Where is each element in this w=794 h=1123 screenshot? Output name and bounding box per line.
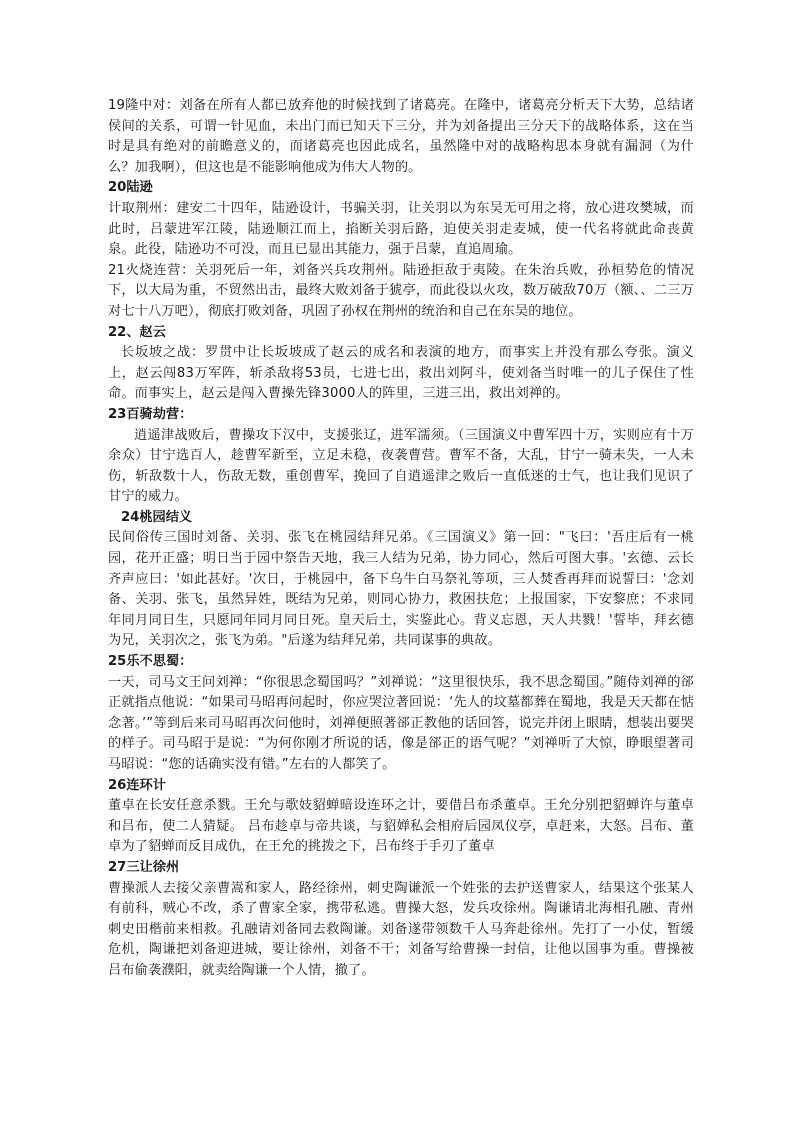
section-26-body: 董卓在长安任意杀戮。王允与歌妓貂蝉暗设连环之计，要借吕布杀董卓。王允分别把貂蝉许与董卓和吕布，使二人猜疑。 吕布趁卓与帝共谈，与貂婵私会相府后园凤仪亭，卓赶来，大怒。吕布、董卓为了貂蝉而反目成仇，在王允的挑拨之下，吕布终于手刃了董卓 xyxy=(108,798,694,855)
section-26-title: 26连环计 xyxy=(108,777,166,793)
section-24-title: 24桃园结义 xyxy=(121,509,193,525)
section-25-title: 25乐不思蜀： xyxy=(108,654,193,670)
section-20-title: 20陆逊 xyxy=(108,180,153,196)
document-page xyxy=(108,96,694,982)
section-24-body: 民间俗传三国时刘备、关羽、张飞在桃园结拜兄弟。《三国演义》第一回："飞曰：'吾庄后有一桃园，花开正盛；明日当于园中祭告天地，我三人结为兄弟，协力同心，然后可图大事。'玄德、云长齐声应曰：'如此甚好。'次日，于桃园中，备下乌牛白马祭礼等项，三人焚香再拜而说誓曰：'念刘备、关羽、张飞，虽然异姓，既结为兄弟，则同心协力，救困扶危；上报国家，下安黎庶；不求同年同月同日生，只愿同年同月同日死。皇天后土，实鉴此心。背义忘恩，天人共戮！'誓毕，拜玄德为兄，关羽次之，张飞为弟。"后遂为结拜兄弟，共同谋事的典故。 xyxy=(108,530,694,649)
section-25-body: 一天，司马文王问刘禅：“你很思念蜀国吗？”刘禅说：“这里很快乐，我不思念蜀国。”随侍刘禅的郤正就指点他说：“如果司马昭再问起时，你应哭泣著回说：‘先人的坟墓都葬在蜀地，我是天天都在惦念著。’”等到后来司马昭再次问他时，刘禅便照著郤正教他的话回答，说完并闭上眼睛，想装出要哭的样子。司马昭于是说：“为何你刚才所说的话，像是郤正的语气呢？”刘禅听了大惊，睁眼望著司马昭说：“您的话确实没有错。”左右的人都笑了。 xyxy=(108,674,694,772)
section-23-title: 23百骑劫营： xyxy=(108,406,193,422)
section-27-body: 曹操派人去接父亲曹嵩和家人，路经徐州，刺史陶谦派一个姓张的去护送曹家人，结果这个张某人有前科，贼心不改，杀了曹家全家，携带私逃。曹操大怒，发兵攻徐州。陶谦请北海相孔融、青州刺史田楷前来相救。孔融请刘备同去救陶谦。刘备遂带领数千人马奔赴徐州。先打了一小仗，暂缓危机，陶谦把刘备迎进城，要让徐州，刘备不干；刘备写给曹操一封信，让他以国事为重。曹操被吕布偷袭濮阳，就卖给陶谦一个人情，撤了。 xyxy=(108,880,694,978)
section-20-body: 计取荆州：建安二十四年，陆逊设计，书骗关羽，让关羽以为东吴无可用之将，放心进攻樊城，而此时，吕蒙进军江陵，陆逊顺江而上，掐断关羽后路，迫使关羽走麦城，使一代名将就此命丧黄泉。此役，陆逊功不可没，而且已显出其能力，强于吕蒙，直追周瑜。 xyxy=(108,200,694,258)
section-22-title: 22、赵云 xyxy=(108,324,166,340)
section-23-body: 逍遥津战败后，曹操攻下汉中，支援张辽，进军濡须。（三国演义中曹军四十万，实则应有十万余众）甘宁选百人，趁曹军新至，立足未稳，夜袭曹营。曹军不备，大乱，甘宁一骑未失，一人未伤，斩敌数十人，伤敌无数，重创曹军，挽回了自逍遥津之败后一直低迷的士气，也让我们见识了甘宁的威力。 xyxy=(108,427,694,505)
section-27-title: 27三让徐州 xyxy=(108,859,180,875)
section-22-body: 长坂坡之战：罗贯中让长坂坡成了赵云的成名和表演的地方，而事实上并没有那么夸张。演义上，赵云闯83万军阵，斩杀敌将53员，七进七出，救出刘阿斗，使刘备当时唯一的儿子保住了性命。而事实上，赵云是闯入曹操先锋3000人的阵里，三进三出，救出刘禅的。 xyxy=(108,345,694,402)
section-19-body: 19隆中对：刘备在所有人都已放弃他的时候找到了诸葛亮。在隆中，诸葛亮分析天下大势，总结诸侯间的关系，可谓一针见血，未出门而已知天下三分，并为刘备提出三分天下的战略体系，这在当时是具有绝对的前瞻意义的，而诸葛亮也因此成名，虽然隆中对的战略构思本身就有漏洞（为什么？加我啊），但这也是不能影响他成为伟大人物的。 xyxy=(108,98,694,175)
section-21-body: 21火烧连营：关羽死后一年，刘备兴兵攻荆州。陆逊拒敌于夷陵。在朱治兵败，孙桓势危的情况下，以大局为重，不贸然出击，最终大败刘备于猇亭，而此役以火攻，数万破敌70万（额、、二三万对七十八万吧），彻底打败刘备，巩固了孙权在荆州的统治和自己在东吴的地位。 xyxy=(108,262,694,319)
